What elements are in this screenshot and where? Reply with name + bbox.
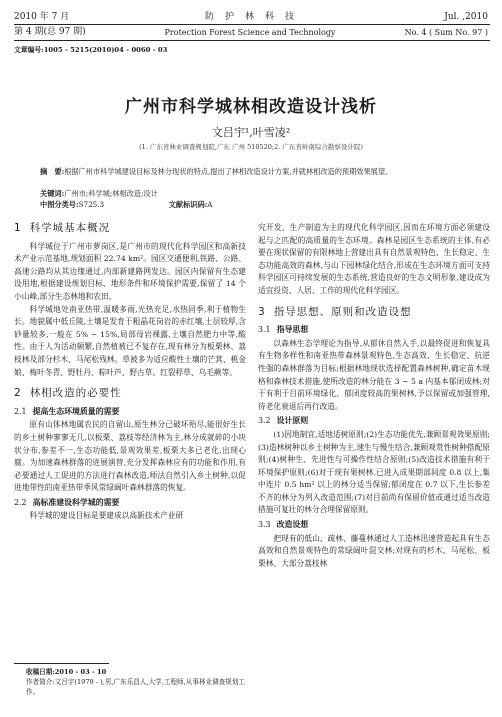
- header-rule-top: [14, 24, 490, 25]
- article-number: 文章编号:1005 - 5215(2010)04 - 0060 - 03: [14, 46, 168, 54]
- keywords-text: 广州市;科学城;林相改造;设计: [64, 189, 158, 198]
- authors: 文吕宇¹,叶雪凌²: [211, 126, 291, 139]
- header-rule-bottom: [14, 40, 490, 41]
- classification: [40, 200, 465, 210]
- footnote: [26, 667, 246, 697]
- journal-title-en: Protection Forest Science and Technology: [164, 28, 336, 37]
- keywords-label: 关键词:: [40, 189, 65, 198]
- issue-date-en: Jul. ,2010: [444, 12, 488, 22]
- section-heading: 3 指导思想、原则和改造设想: [258, 305, 412, 318]
- paragraph: 原有山体林地属农民的自留山,原生林分已破坏殆尽,能很好生长的乡土树种寥寥无几,以板栗、荔枝等经济林为主,林分成就碎的小块状分布,参差不一,生态功能低,景观效果差,板栗大多已老化,出现心腐。为加速森林群落的进展演替,充分发挥森林应有的功能和作用,有必要通过人工促进的方法进行森林改造,师法自然引入乡土树种,以促进地带性的南亚热带季风常绿阔叶森林群落的恢复。: [14, 420, 246, 493]
- paragraph: 究开发、生产制造为主的现代化科学园区,因而在环境方面必须建设起与之匹配的高质量的生态环境。森林是园区生态系统的主体,有必要在现状保留的有限林地上营建出具有自然景观特色、生长稳定、生态功能高效的森林,与山下园林绿化结合,形成在生态环境方面可支持科学园区可持续发展的生态系统,营造良好的生态文明形象,建设成为适宜投资、人居、工作的现代化科学园区。: [258, 223, 490, 295]
- right-column: [258, 222, 490, 570]
- received-date: 收稿日期:2010 - 03 - 10: [26, 668, 107, 676]
- author-intro: 作者简介:文吕宇(1979 - ),男,广东乐昌人,大学,工程师,从事林业调查规划工作。: [26, 678, 246, 696]
- abstract-label: 摘 要:: [40, 167, 65, 176]
- subsection-heading: 3.1 指导思想: [258, 325, 309, 335]
- subsection-heading: 3.3 改造设想: [258, 520, 309, 530]
- paragraph: 科学城位于广州市萝岗区,是广州市的现代化科学园区和高新技术产业示范基地,规划面积 22.74 km²。园区交通便利,铁路、公路、高速公路均从其边缘通过,内部新建路网发达。园区内保留有生态建设用地,根据建设规划目标、地形条件和环境保护需要,保留了 14 个小山峰,部分生态林地和农田。: [14, 241, 246, 301]
- paragraph: 科学城地处南亚热带,温暖多雨,光热充足,水热同季,利于植物生长。地貌属中低丘陵,土壤是发育于粗晶花岗岩的赤红壤,土层较厚,含砂量较多,一般在 5% ~ 15%,局部母岩裸露,土壤自然肥力中等,酸性。由于人为活动频繁,自然植被已不复存在,现有林分为板栗林、荔枝林及部分杉木、马尾松残林。草被多为适应酸性土壤的芒萁、桃金娘、梅叶冬青、野牡丹、粽叶芦、野古草、红裂稃草、乌毛蕨等。: [14, 304, 246, 377]
- issue-date: 2010 年 7 月: [14, 12, 70, 22]
- subsection-heading: 2.2 高标准建设科学城的需要: [14, 497, 120, 507]
- class-label: 中图分类号:: [40, 200, 79, 209]
- paragraph: 以森林生态学理论为指导,从郁休自然入手,以最终促进和恢复具有生物多样性和南亚热带森林景观特色,生态高效、生长稳定、抗逆性强的森林群落为目标;根据林地现状选择配置森林树种,确定苗木规格和森林技术措施,使所改造的林分能在 3 ~ 5 a 内基本郁闭成林;对于有利于目前环境绿化、郁闭度较高的果树林,予以保留或加强管理,待老化衰退后再行改造。: [258, 338, 490, 411]
- paragraph: (1)因地制宜,适地适树原则;(2)生态功能优先,兼顾景观效果原则;(3)造林树种以乡土树种为主,速生与慢生结合,兼顾观赏性树种搭配原则;(4)树种生、先进性与可操作性结合原则;(5)改造技术措施有利于环境保护原则;(6)对于现有果树林,已进入成果期部间度 0.8 以上,集中连片 0.5 hm² 以上的林分适当保留;郁闭度在 0.7 以下,生长参差不齐的林分为列入改造范围;(7)对目前尚有保留价值或通过适当改造措施可复壮的林分合理保留原则。: [258, 429, 490, 515]
- section-heading: 1 科学城基本概况: [14, 222, 111, 234]
- section-heading: 2 林相改造的必要性: [14, 387, 122, 400]
- left-column: [14, 214, 246, 523]
- doc-code-label: 文献标识码:: [168, 200, 208, 209]
- paragraph: 把现有的低山、疏林、藤蔓林通过人工造林迅速营造起具有生态高效和自然景观特色的常绿阔叶混交林;对现有的杉木、马尾松、板栗林、大部分荔枝林: [258, 533, 490, 568]
- paragraph: 科学城的建设目标是要建成以高新技术产业研: [29, 511, 184, 521]
- issue-number: 第 4 期(总 97 期): [14, 27, 86, 37]
- keywords: [40, 189, 465, 199]
- subsection-heading: 3.2 设计原则: [258, 416, 309, 426]
- class-code: S725.3: [78, 200, 105, 209]
- doc-code: A: [207, 200, 213, 209]
- abstract-text: 根据广州市科学城建设目标及林分现状的特点,提出了林相改造设计方案,并就林相改造的预期效果展望。: [64, 167, 393, 176]
- affiliations: (1. 广东省林业调查规划院,广东 广州 510520;2. 广东省岭南综合勘察设计院): [139, 143, 363, 151]
- footnote-rule: [14, 663, 109, 664]
- journal-title-cn: 防 护 林 科 技: [204, 12, 295, 22]
- subsection-heading: 2.1 提高生态环境质量的需要: [14, 406, 120, 416]
- paper-title: 广州市科学城林相改造设计浅析: [125, 97, 377, 117]
- abstract: [40, 167, 465, 177]
- issue-number-en: No. 4 ( Sum No. 97 ): [404, 28, 488, 37]
